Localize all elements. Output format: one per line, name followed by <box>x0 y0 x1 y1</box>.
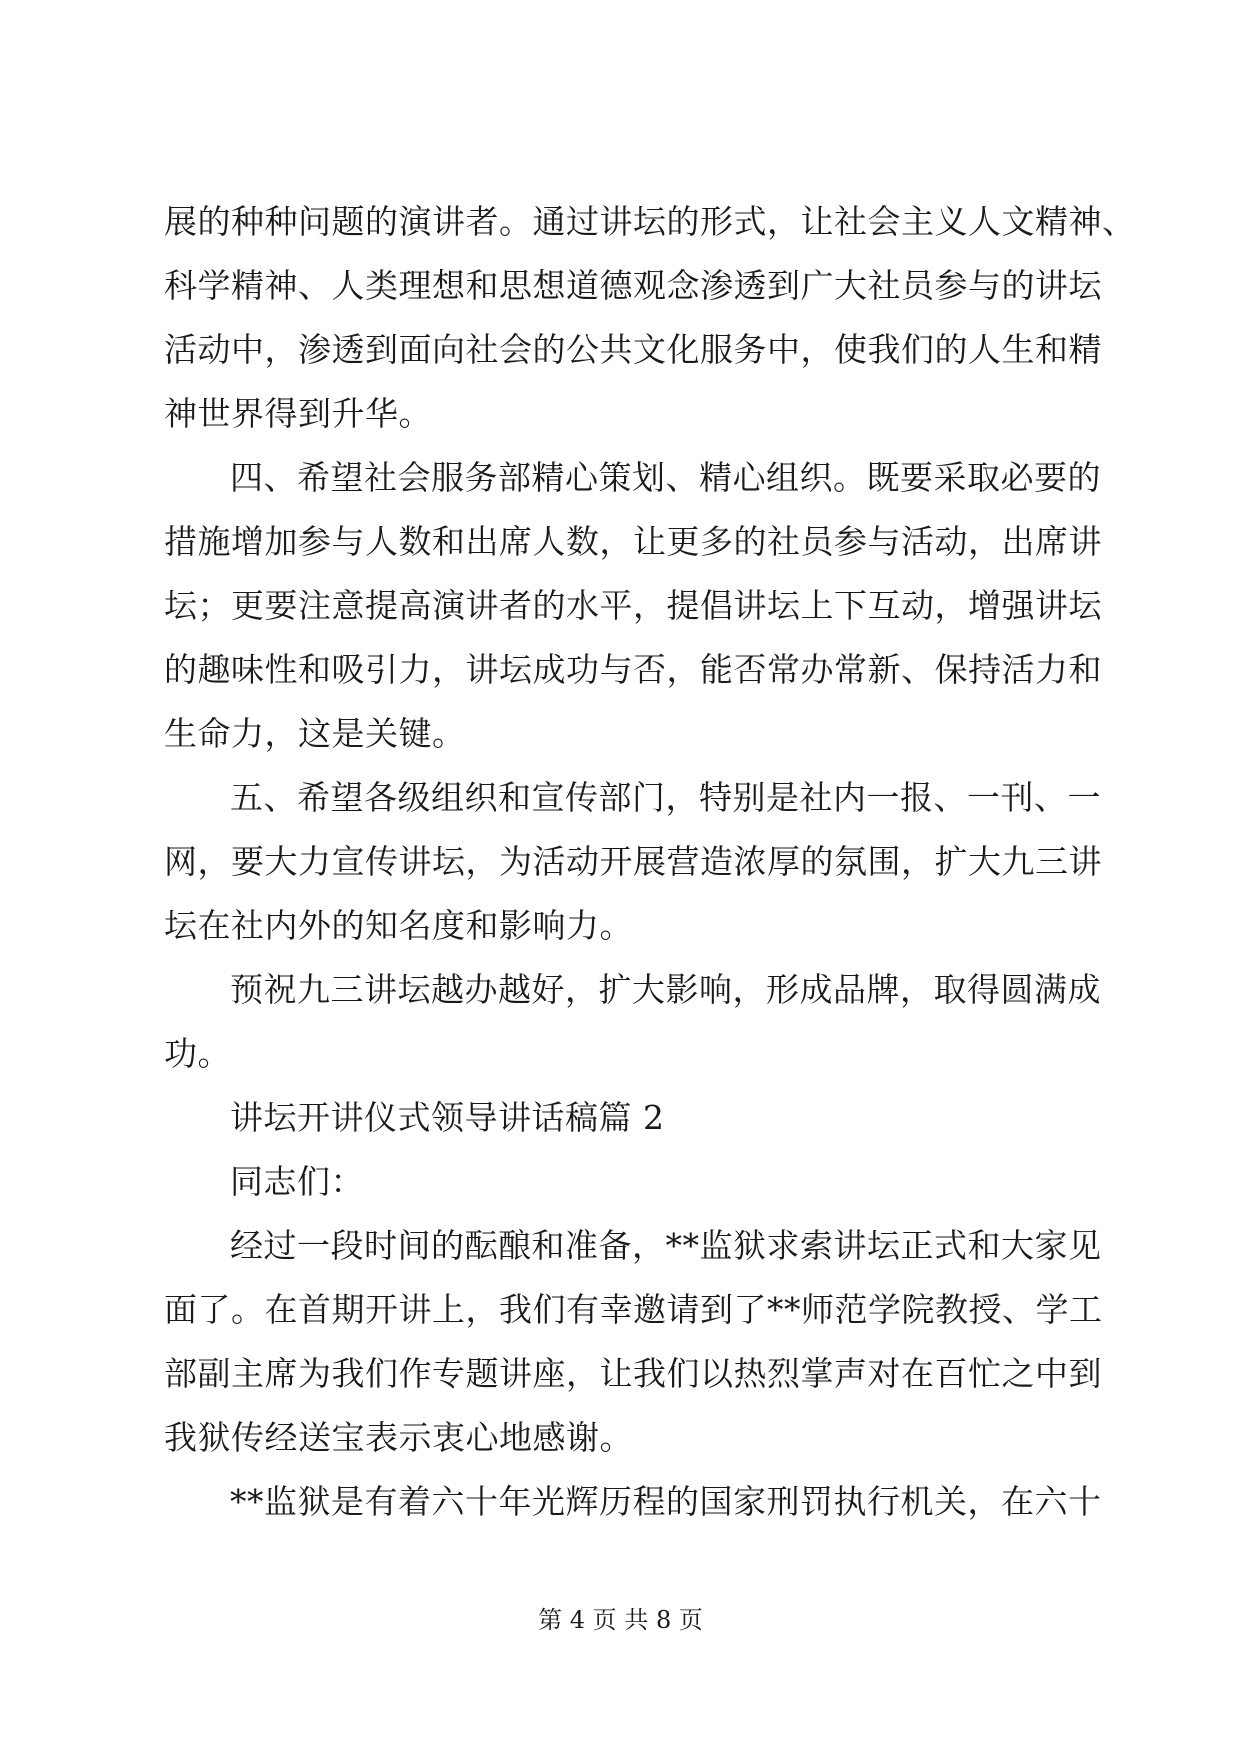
text-line: 措施增加参与人数和出席人数，让更多的社员参与活动，出席讲 <box>164 522 1102 561</box>
text-line: 网，要大力宣传讲坛，为活动开展营造浓厚的氛围，扩大九三讲 <box>164 842 1102 881</box>
text-line: 神世界得到升华。 <box>164 394 432 433</box>
text-line: 生命力，这是关键。 <box>164 714 466 753</box>
text-line: 面了。在首期开讲上，我们有幸邀请到了**师范学院教授、学工 <box>164 1290 1103 1329</box>
paragraph-start-line: 经过一段时间的酝酿和准备，**监狱求索讲坛正式和大家见 <box>230 1226 1102 1265</box>
section-heading: 讲坛开讲仪式领导讲话稿篇 2 <box>230 1098 665 1137</box>
page-number-footer: 第 4 页 共 8 页 <box>538 1606 703 1634</box>
text-line: 的趣味性和吸引力，讲坛成功与否，能否常办常新、保持活力和 <box>164 650 1102 689</box>
paragraph-start-line: 四、希望社会服务部精心策划、精心组织。既要采取必要的 <box>230 458 1101 497</box>
text-line: 我狱传经送宝表示衷心地感谢。 <box>164 1418 633 1457</box>
paragraph-start-line: 五、希望各级组织和宣传部门，特别是社内一报、一刊、一 <box>230 778 1101 817</box>
paragraph-start-line: **监狱是有着六十年光辉历程的国家刑罚执行机关，在六十 <box>230 1482 1102 1521</box>
salutation: 同志们： <box>230 1162 364 1201</box>
text-line: 科学精神、人类理想和思想道德观念渗透到广大社员参与的讲坛 <box>164 266 1102 305</box>
text-line: 展的种种问题的演讲者。通过讲坛的形式，让社会主义人文精神、 <box>164 202 1136 241</box>
text-line: 功。 <box>164 1034 231 1073</box>
paragraph-start-line: 预祝九三讲坛越办越好，扩大影响，形成品牌，取得圆满成 <box>230 970 1101 1009</box>
text-line: 坛；更要注意提高演讲者的水平，提倡讲坛上下互动，增强讲坛 <box>164 586 1102 625</box>
text-line: 部副主席为我们作专题讲座，让我们以热烈掌声对在百忙之中到 <box>164 1354 1102 1393</box>
text-line: 坛在社内外的知名度和影响力。 <box>164 906 633 945</box>
text-line: 活动中，渗透到面向社会的公共文化服务中，使我们的人生和精 <box>164 330 1102 369</box>
